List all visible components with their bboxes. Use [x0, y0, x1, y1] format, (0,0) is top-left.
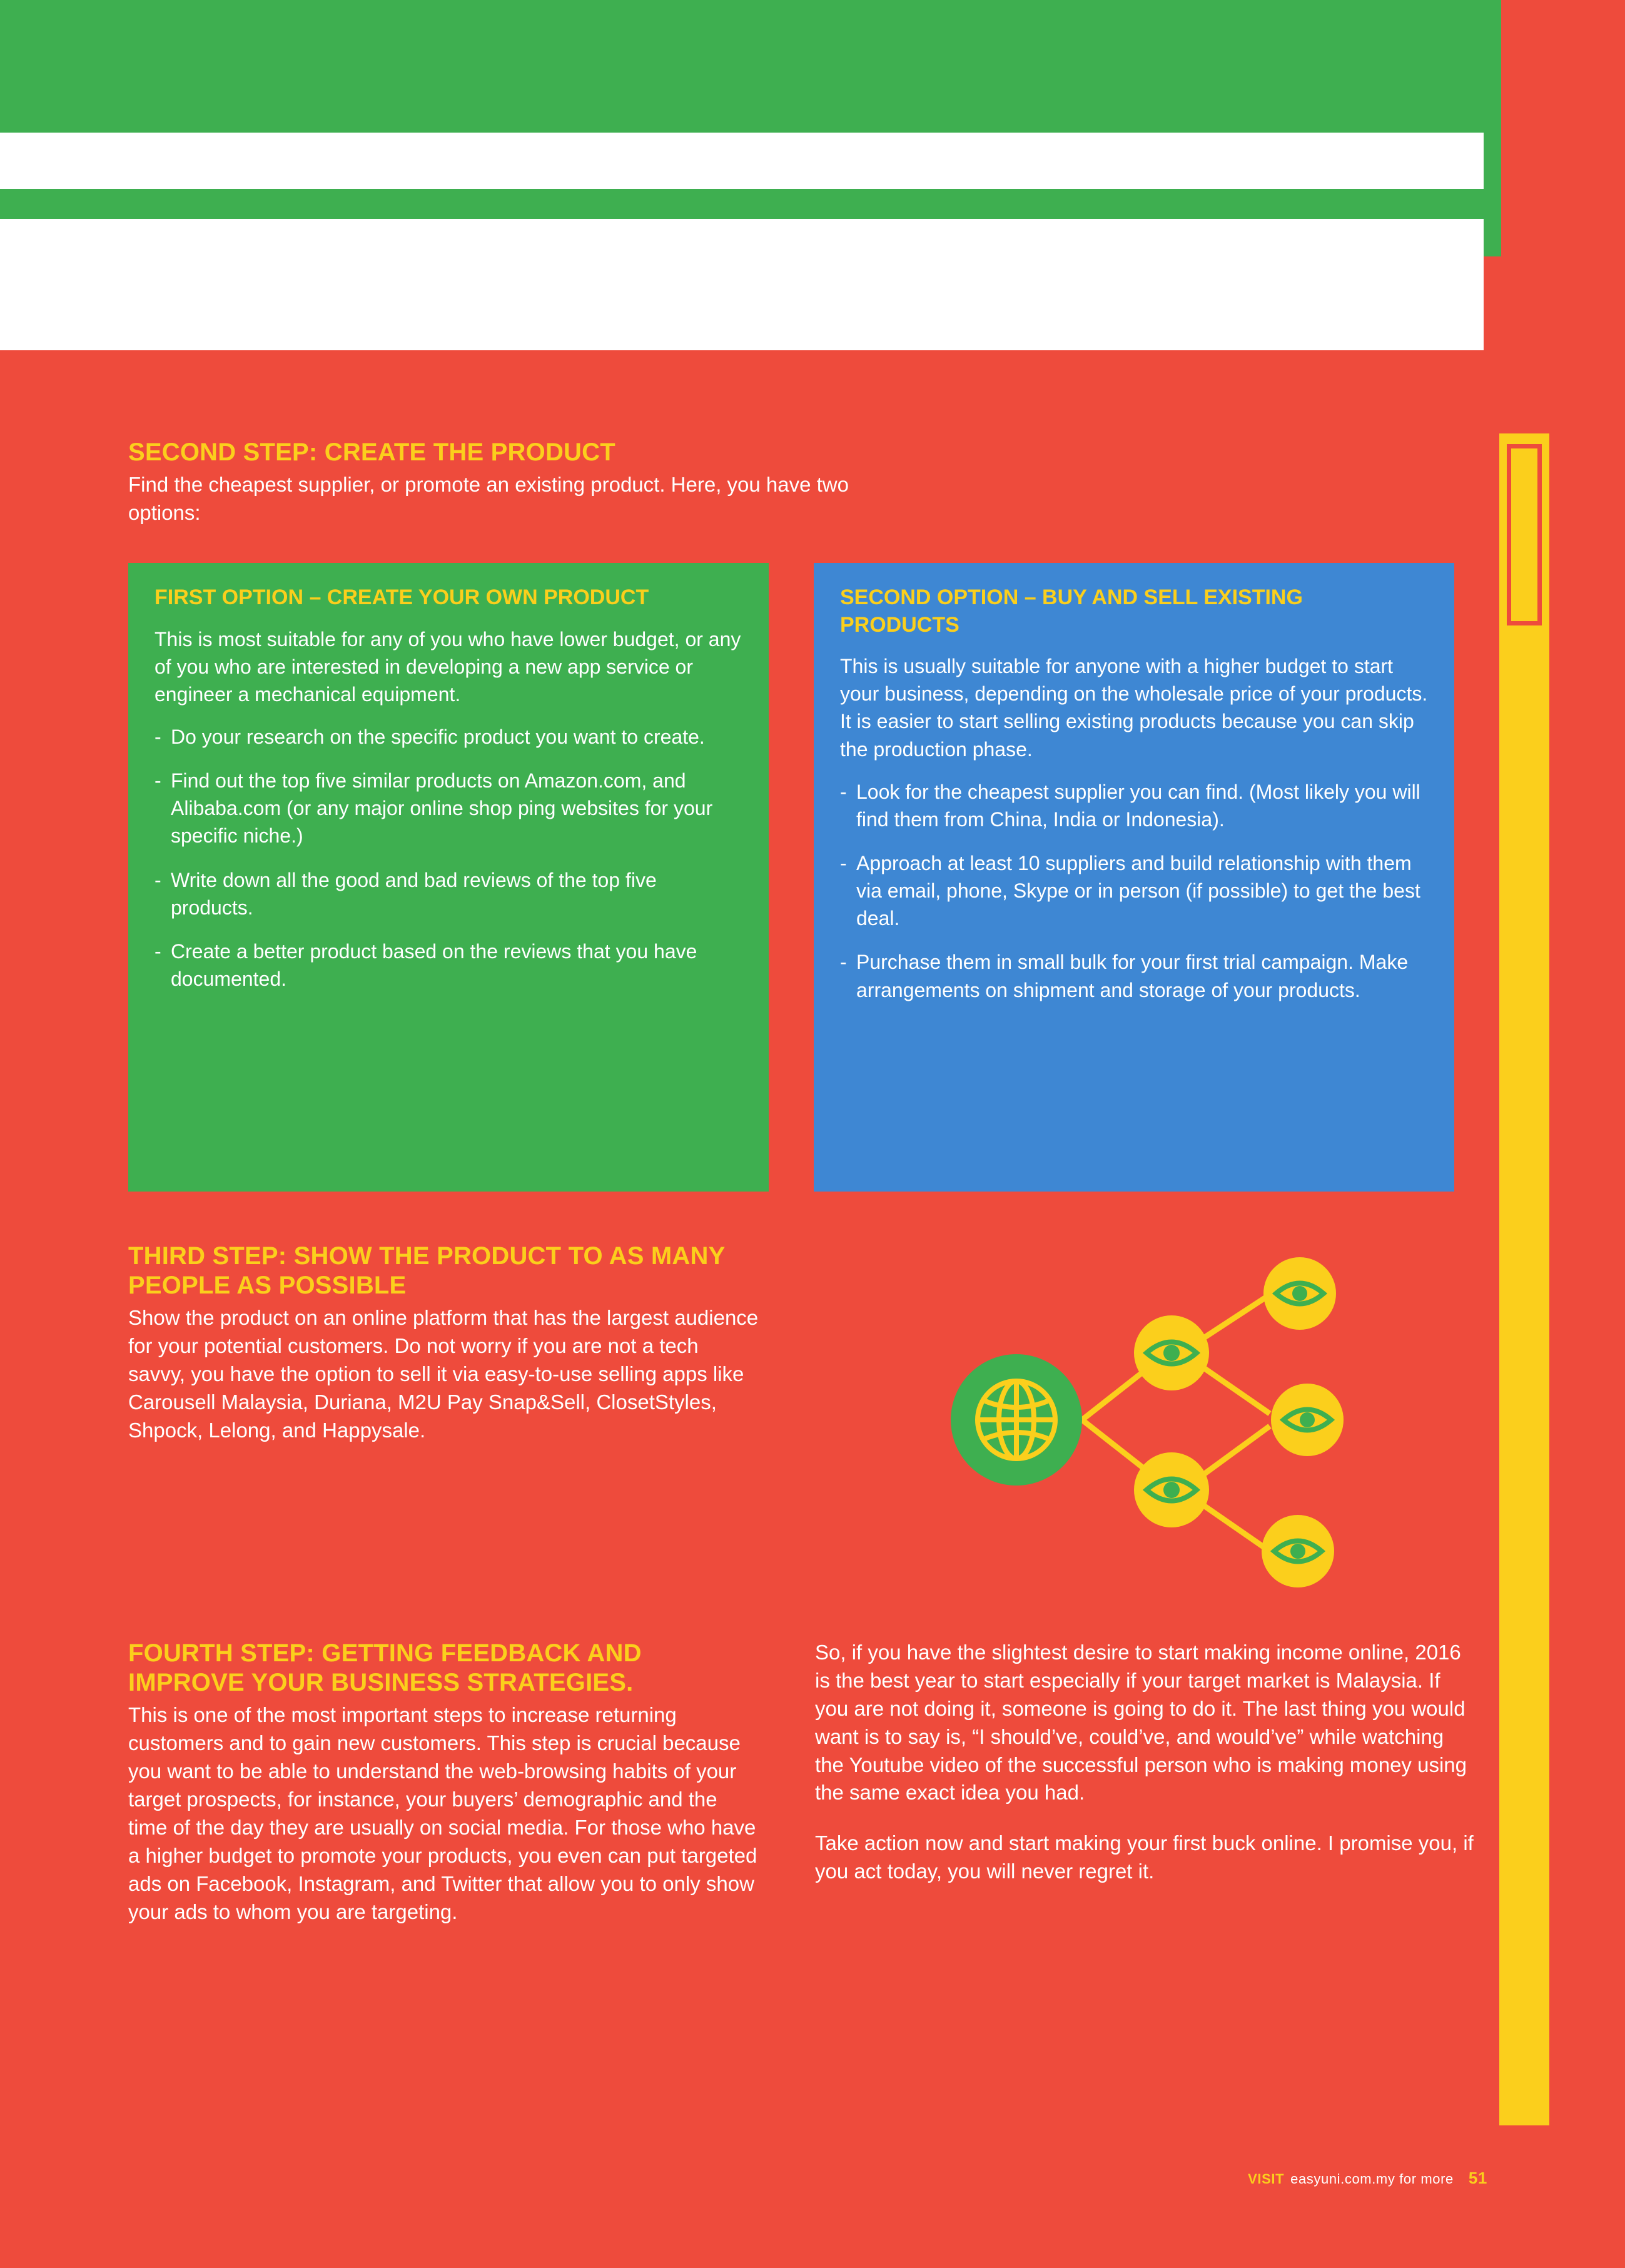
- closing-paragraph-2: Take action now and start making your first buck online. I promise you, if you act today, you will never regret it.: [815, 1831, 1474, 1883]
- list-item-text: Find out the top five similar products on Amazon.com, and Alibaba.com (or any major online shop ping websites for your specific niche.): [171, 769, 713, 848]
- list-item-text: Purchase them in small bulk for your first trial campaign. Make arrangements on shipment and storage of your products.: [856, 951, 1409, 1001]
- list-item: [154, 866, 742, 921]
- list-item-text: Look for the cheapest supplier you can find. (Most likely you will find them from China, India or Indonesia).: [856, 780, 1420, 831]
- bullet-dash: -: [840, 951, 847, 974]
- bullet-dash: -: [154, 939, 161, 963]
- list-item: [154, 767, 742, 849]
- second-step-intro: Find the cheapest supplier, or promote an existing product. Here, you have two options:: [128, 473, 849, 525]
- option-two-bullet-list: [840, 778, 1428, 1004]
- option-two-heading: SECOND OPTION – BUY AND SELL EXISTING PRODUCTS: [840, 585, 1303, 637]
- option-one-heading: FIRST OPTION – CREATE YOUR OWN PRODUCT: [154, 585, 649, 609]
- list-item-text: Approach at least 10 suppliers and build relationship with them via email, phone, Skype or in person (if possible) to get the best deal.: [856, 851, 1420, 930]
- list-item: [840, 849, 1428, 932]
- eye-node: [1271, 1384, 1344, 1456]
- option-one-bullet-list: [154, 723, 742, 993]
- option-two-paragraph: This is usually suitable for anyone with a higher budget to start your business, depending on the wholesale price of your products. It is easier to start selling existing products because you can skip the production phase.: [840, 655, 1428, 761]
- eye-node: [1134, 1315, 1209, 1390]
- bullet-dash: -: [154, 769, 161, 792]
- bullet-dash: -: [154, 868, 161, 891]
- option-one-paragraph: This is most suitable for any of you who have lower budget, or any of you who are interested in developing a new app service or engineer a mechanical equipment.: [154, 627, 741, 706]
- bullet-dash: -: [840, 851, 847, 874]
- bullet-dash: -: [154, 725, 161, 748]
- fourth-step-heading: FOURTH STEP: GETTING FEEDBACK AND IMPROVE YOUR BUSINESS STRATEGIES.: [128, 1639, 642, 1697]
- bullet-dash: -: [840, 780, 847, 803]
- list-item-text: Do your research on the specific product you want to create.: [171, 725, 705, 748]
- eye-node: [1263, 1257, 1336, 1330]
- page-number: 51: [1468, 2169, 1487, 2187]
- fourth-step-paragraph: This is one of the most important steps to increase returning customers and to gain new customers. This step is crucial because you want to be able to understand the web-browsing habits of your target prospects, for instance, your buyers’ demographic and the time of the day they are usually on social media. For those who have a higher budget to promote your products, you even can put targeted ads on Facebook, Instagram, and Twitter that allow you to only show your ads to whom you are targeting.: [128, 1703, 757, 1923]
- section-fourth-step: [128, 1639, 760, 1926]
- section-second-step: [128, 438, 879, 527]
- list-item: [840, 948, 1428, 1003]
- list-item: [840, 778, 1428, 833]
- closing-paragraph-1: So, if you have the slightest desire to start making income online, 2016 is the best year to start especially if your target market is Malaysia. If you are not doing it, someone is going to do it. The last thing you would want is to say is, “I should’ve, could’ve, and would’ve” while watching the Youtube video of the successful person who is making money using the same exact idea you had.: [815, 1641, 1467, 1805]
- globe-network-eyes-illustration: [894, 1226, 1376, 1614]
- eye-node: [1262, 1515, 1334, 1587]
- third-step-paragraph: Show the product on an online platform that has the largest audience for your potential customers. Do not worry if you are not a tech savvy, you have the option to sell it via easy-to-use selling apps like Carousell Malaysia, Duriana, M2U Pay Snap&Sell, ClosetStyles, Shpock, Lelong, and Happysale.: [128, 1306, 759, 1442]
- second-step-heading: SECOND STEP: CREATE THE PRODUCT: [128, 438, 615, 466]
- section-third-step: [128, 1242, 760, 1445]
- page-footer: [1248, 2169, 1487, 2188]
- list-item: [154, 938, 742, 993]
- list-item-text: Write down all the good and bad reviews of the top five products.: [171, 868, 657, 919]
- eye-node: [1134, 1452, 1209, 1527]
- option-two-card: [814, 563, 1454, 1192]
- footer-visit-label: VISIT: [1248, 2171, 1285, 2187]
- list-item: [154, 723, 742, 751]
- section-closing: [815, 1639, 1475, 1908]
- options-row: [128, 563, 1460, 1192]
- option-one-card: [128, 563, 769, 1192]
- list-item-text: Create a better product based on the reviews that you have documented.: [171, 939, 697, 991]
- third-step-heading: THIRD STEP: SHOW THE PRODUCT TO AS MANY PEOPLE AS POSSIBLE: [128, 1242, 725, 1300]
- footer-site-label: easyuni.com.my for more: [1290, 2171, 1454, 2187]
